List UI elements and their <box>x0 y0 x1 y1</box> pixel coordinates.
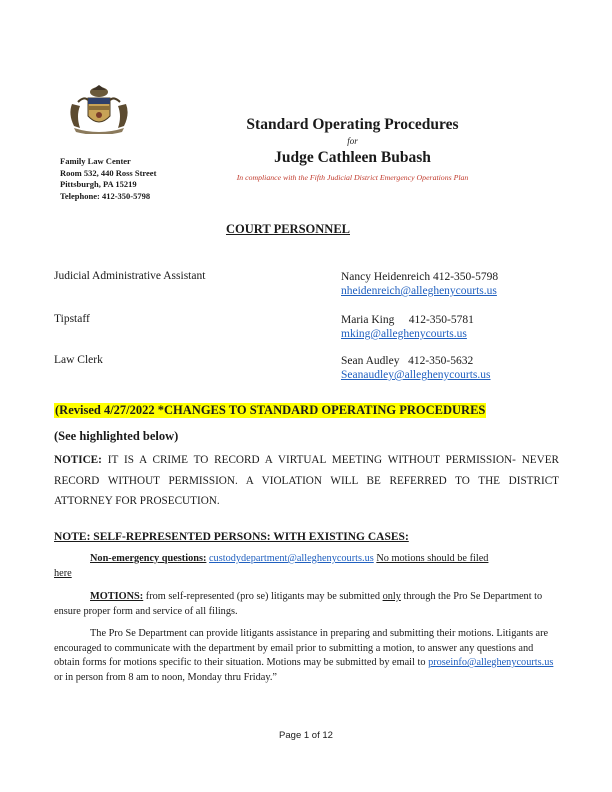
personnel-role: Law Clerk <box>54 354 103 366</box>
personnel-phone: 412-350-5632 <box>408 355 474 367</box>
personnel-email-link[interactable]: nheidenreich@alleghenycourts.us <box>341 285 497 297</box>
personnel-name: Sean Audley <box>341 355 400 367</box>
motions-only: only <box>382 591 401 602</box>
notice-text: IT IS A CRIME TO RECORD A VIRTUAL MEETING WITHOUT PERMISSION- NEVER RECORD WITHOUT PERMISSION. A VIOLATION WILL BE REFERRED TO THE DISTRICT ATTORNEY FOR PROSECUTION. <box>54 454 560 507</box>
prose-text-cont: or in person from 8 am to noon, Monday thru Friday.” <box>54 671 277 683</box>
personnel-email-link[interactable]: Seanaudley@alleghenycourts.us <box>341 369 491 381</box>
personnel-name: Maria King <box>341 314 395 326</box>
motions-label: MOTIONS: <box>90 591 144 602</box>
personnel-phone: 412-350-5781 <box>408 314 474 326</box>
address-line: Room 532, 440 Ross Street <box>60 167 157 178</box>
motions-paragraph <box>54 590 559 619</box>
personnel-contact <box>341 354 491 382</box>
document-title: Standard Operating Procedures <box>246 116 459 133</box>
non-emergency-label: Non-emergency questions: <box>90 553 207 564</box>
address-line: Pittsburgh, PA 15219 <box>60 179 137 189</box>
personnel-contact <box>341 270 498 298</box>
self-represented-heading: NOTE: SELF-REPRESENTED PERSONS: WITH EXISTING CASES: <box>54 531 409 543</box>
notice-label: NOTICE: <box>54 454 102 466</box>
judge-name: Judge Cathleen Bubash <box>274 149 431 166</box>
court-personnel-heading: COURT PERSONNEL <box>225 222 350 236</box>
document-for: for <box>347 136 358 146</box>
personnel-role: Judicial Administrative Assistant <box>54 270 206 282</box>
revised-notice: (Revised 4/27/2022 *CHANGES TO STANDARD OPERATING PROCEDURES <box>55 403 486 417</box>
see-highlighted-note: (See highlighted below) <box>54 429 179 443</box>
prose-paragraph <box>54 627 559 685</box>
personnel-email-link[interactable]: mking@alleghenycourts.us <box>341 328 467 340</box>
address-line: Telephone: 412-350-5798 <box>60 190 151 201</box>
prose-text: The Pro Se Department can provide litigants assistance in preparing and submitting their motions. Litigants are encouraged to communicate with the department by email prior to submitting a motion, to answer any questions and obtain forms for motions specific to their situation. Motions may be submitted by email to <box>54 628 549 668</box>
personnel-phone: 412-350-5798 <box>432 271 499 283</box>
no-motions-note: No motions should be filed <box>376 553 489 564</box>
motions-text-cont: through the Pro Se Department to ensure proper form and service of all filings. <box>54 591 543 617</box>
personnel-name: Nancy Heidenreich <box>341 271 431 283</box>
personnel-role: Tipstaff <box>54 313 90 325</box>
custody-email-link[interactable]: custodydepartment@alleghenycourts.us <box>208 553 374 564</box>
prose-email-link[interactable]: proseinfo@alleghenycourts.us <box>428 657 554 668</box>
address-line: Family Law Center <box>60 156 131 166</box>
recording-notice <box>54 450 559 512</box>
personnel-contact <box>341 313 474 341</box>
page-number: Page 1 of 12 <box>279 730 333 741</box>
pennsylvania-coat-of-arms-icon <box>64 84 134 134</box>
no-motions-note-cont: here <box>54 567 72 579</box>
letterhead-address <box>60 156 156 202</box>
non-emergency-paragraph <box>54 552 559 581</box>
compliance-note: In compliance with the Fifth Judicial District Emergency Operations Plan <box>236 173 469 182</box>
motions-text: from self-represented (pro se) litigants may be submitted <box>145 591 380 602</box>
